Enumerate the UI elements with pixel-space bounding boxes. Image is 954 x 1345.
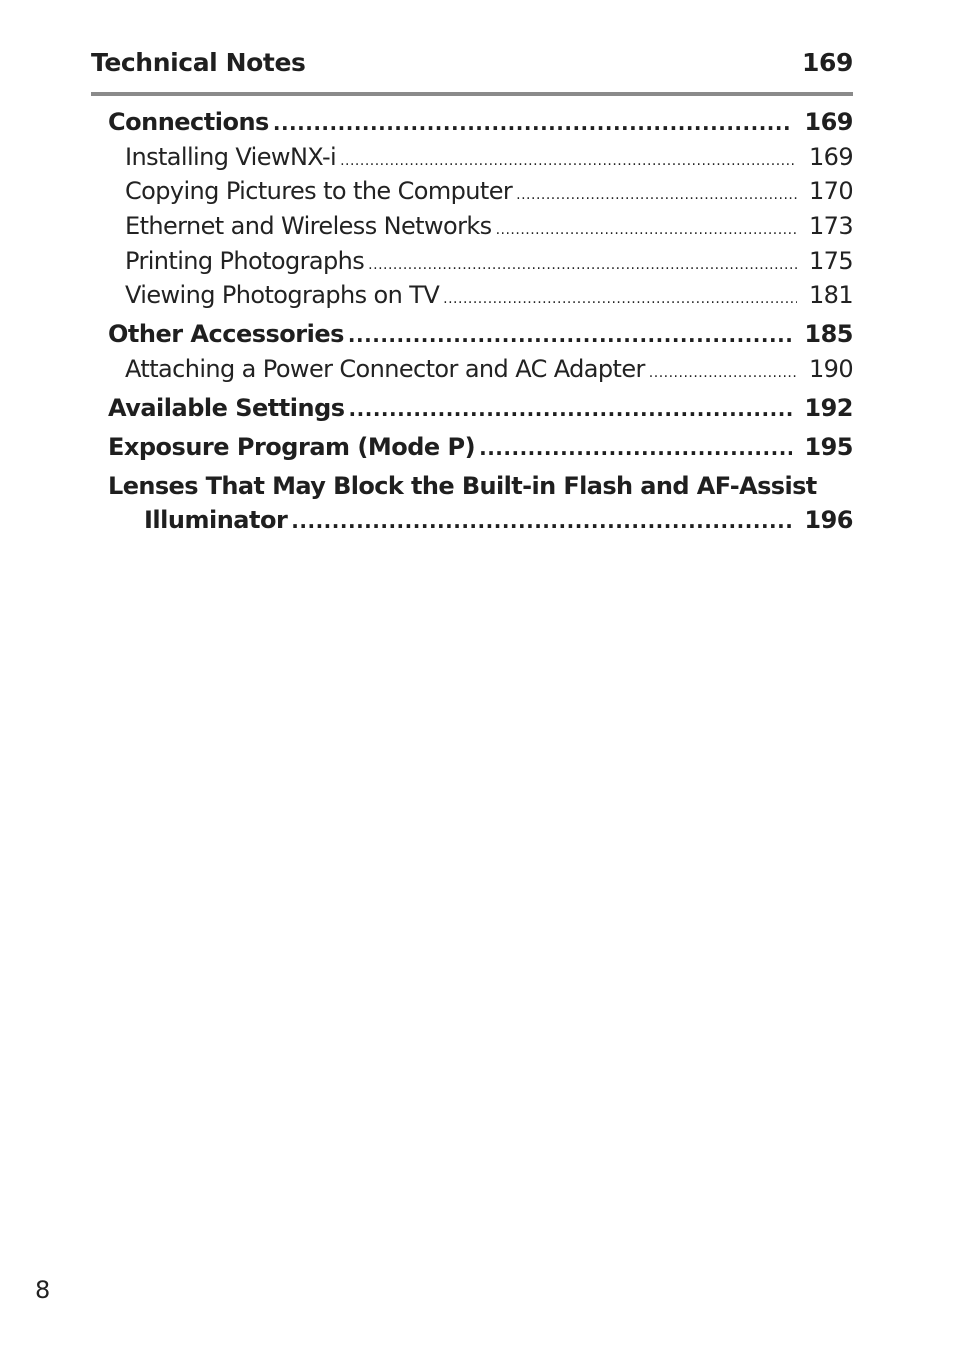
- toc-entry-label: Exposure Program (Mode P): [108, 433, 476, 461]
- toc-entry-page: 185: [804, 320, 853, 348]
- toc-entry-ethernet-wireless[interactable]: [125, 212, 853, 240]
- toc-entry-label: Printing Photographs: [125, 247, 365, 275]
- toc-entry-printing-photographs[interactable]: [125, 247, 853, 275]
- toc-entry-label: Available Settings: [108, 394, 345, 422]
- toc-entry-viewing-on-tv[interactable]: [125, 281, 853, 309]
- dot-leader: [516, 187, 797, 203]
- toc-entry-label: Other Accessories: [108, 320, 344, 348]
- toc-entry-available-settings[interactable]: [108, 394, 853, 422]
- toc-entry-label: Attaching a Power Connector and AC Adapter: [125, 355, 645, 383]
- toc-entry-connections[interactable]: [108, 108, 853, 136]
- toc-entry-label: Ethernet and Wireless Networks: [125, 212, 492, 240]
- toc-entry-label: Installing ViewNX-i: [125, 143, 337, 171]
- toc-entry-label: Connections: [108, 108, 269, 136]
- toc-entry-label: Illuminator: [144, 506, 288, 534]
- dot-leader: [291, 509, 792, 533]
- dot-leader: [349, 397, 793, 421]
- toc-entry-lenses-first-line[interactable]: Lenses That May Block the Built-in Flash and AF-Assist: [108, 472, 817, 500]
- section-title: Technical Notes: [91, 48, 306, 77]
- dot-leader: [496, 222, 797, 238]
- dot-leader: [649, 365, 797, 381]
- section-header: [91, 48, 853, 84]
- page-number-footer: 8: [35, 1276, 51, 1304]
- dot-leader: [340, 153, 797, 169]
- dot-leader: [273, 111, 793, 135]
- dot-leader: [479, 436, 792, 460]
- header-divider: [91, 92, 853, 96]
- toc-entry-copying-pictures[interactable]: [125, 177, 853, 205]
- toc-entry-page: 195: [804, 433, 853, 461]
- toc-entry-page: 181: [808, 281, 853, 309]
- toc-entry-page: 190: [808, 355, 853, 383]
- toc-entry-other-accessories[interactable]: [108, 320, 853, 348]
- toc-entry-lenses-illuminator[interactable]: [144, 506, 853, 534]
- toc-entry-page: 169: [808, 143, 853, 171]
- toc-entry-label: Viewing Photographs on TV: [125, 281, 440, 309]
- toc-entry-label: Copying Pictures to the Computer: [125, 177, 513, 205]
- toc-entry-page: 192: [804, 394, 853, 422]
- dot-leader: [348, 323, 792, 347]
- toc-entry-page: 170: [808, 177, 853, 205]
- toc-entry-installing-viewnx-i[interactable]: [125, 143, 853, 171]
- toc-entry-power-connector[interactable]: [125, 355, 853, 383]
- toc-entry-page: 196: [804, 506, 853, 534]
- dot-leader: [443, 291, 797, 307]
- toc-entry-exposure-program[interactable]: [108, 433, 853, 461]
- dot-leader: [368, 257, 797, 273]
- toc-entry-page: 173: [808, 212, 853, 240]
- section-page-number: 169: [802, 48, 853, 77]
- toc-entry-page: 169: [804, 108, 853, 136]
- toc-entry-page: 175: [808, 247, 853, 275]
